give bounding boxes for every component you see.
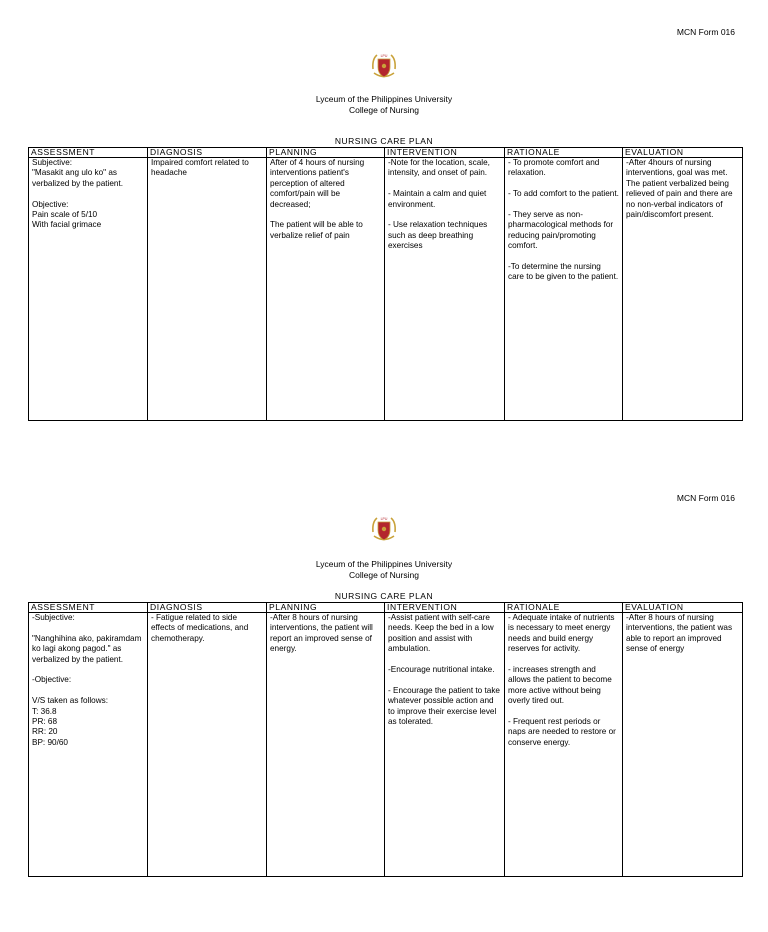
table-header-row: [29, 148, 743, 158]
university-header: [0, 94, 768, 116]
rationale-cell: - To promote comfort and relaxation. - To add comfort to the patient. - They serve as non-pharmacological methods for reducing pain/promoting comfort. -To determine the nursing care to be given to the patient.: [505, 158, 623, 421]
col-evaluation: EVALUATION: [623, 148, 743, 158]
table-row: [29, 613, 743, 877]
col-rationale: RATIONALE: [505, 603, 623, 613]
planning-cell: After of 4 hours of nursing interventions patient's perception of altered comfort/pain will be decreased; The patient will be able to verbalize relief of pain: [267, 158, 385, 421]
col-planning: PLANNING: [267, 148, 385, 158]
intervention-cell: -Note for the location, scale, intensity, and onset of pain. - Maintain a calm and quiet environment. - Use relaxation techniques such as deep breathing exercises: [385, 158, 505, 421]
evaluation-cell: -After 4hours of nursing interventions, goal was met. The patient verbalized being relieved of pain and there are no non-verbal indicators of pain/discomfort present.: [623, 158, 743, 421]
table-header-row: [29, 603, 743, 613]
assessment-cell: Subjective: "Masakit ang ulo ko" as verbalized by the patient. Objective: Pain scale of 5/10 With facial grimace: [29, 158, 148, 421]
col-evaluation: EVALUATION: [623, 603, 743, 613]
intervention-cell: -Assist patient with self-care needs. Keep the bed in a low position and assist with ambulation. -Encourage nutritional intake. - Encourage the patient to take whatever possible action and to improve their exercise level as tolerated.: [385, 613, 505, 877]
seal-text: LPU: [380, 517, 388, 521]
table-row: [29, 158, 743, 421]
seal-text: LPU: [380, 54, 388, 58]
care-plan-table: [28, 602, 743, 877]
col-diagnosis: DIAGNOSIS: [148, 148, 267, 158]
planning-cell: -After 8 hours of nursing interventions, the patient will report an improved sense of energy.: [267, 613, 385, 877]
diagnosis-cell: - Fatigue related to side effects of medications, and chemotherapy.: [148, 613, 267, 877]
col-diagnosis: DIAGNOSIS: [148, 603, 267, 613]
university-seal-icon: [370, 514, 398, 544]
evaluation-cell: -After 8 hours of nursing interventions, the patient was able to report an improved sense of energy: [623, 613, 743, 877]
plan-title: NURSING CARE PLAN: [334, 591, 434, 601]
assessment-cell: -Subjective: "Nanghihina ako, pakiramdam ko lagi akong pagod." as verbalized by the patient. -Objective: V/S taken as follows: T: 36.8 PR: 68 RR: 20 BP: 90/60: [29, 613, 148, 877]
col-assessment: ASSESSMENT: [29, 603, 148, 613]
university-header: [0, 559, 768, 581]
university-name: Lyceum of the Philippines University: [315, 559, 453, 569]
form-number: MCN Form 016: [676, 27, 735, 37]
college-name: College of Nursing: [349, 570, 419, 580]
care-plan-table: [28, 147, 743, 421]
col-planning: PLANNING: [267, 603, 385, 613]
col-rationale: RATIONALE: [505, 148, 623, 158]
plan-title: NURSING CARE PLAN: [334, 136, 434, 146]
diagnosis-cell: Impaired comfort related to headache: [148, 158, 267, 421]
college-name: College of Nursing: [349, 105, 419, 115]
form-number: MCN Form 016: [676, 493, 735, 503]
col-intervention: INTERVENTION: [385, 148, 505, 158]
rationale-cell: - Adequate intake of nutrients is necessary to meet energy needs and build energy reserves for activity. - increases strength and allows the patient to become more active without being overly tired out. - Frequent rest periods or naps are needed to restore or conserve energy.: [505, 613, 623, 877]
university-name: Lyceum of the Philippines University: [315, 94, 453, 104]
university-seal-icon: [370, 51, 398, 81]
col-assessment: ASSESSMENT: [29, 148, 148, 158]
col-intervention: INTERVENTION: [385, 603, 505, 613]
